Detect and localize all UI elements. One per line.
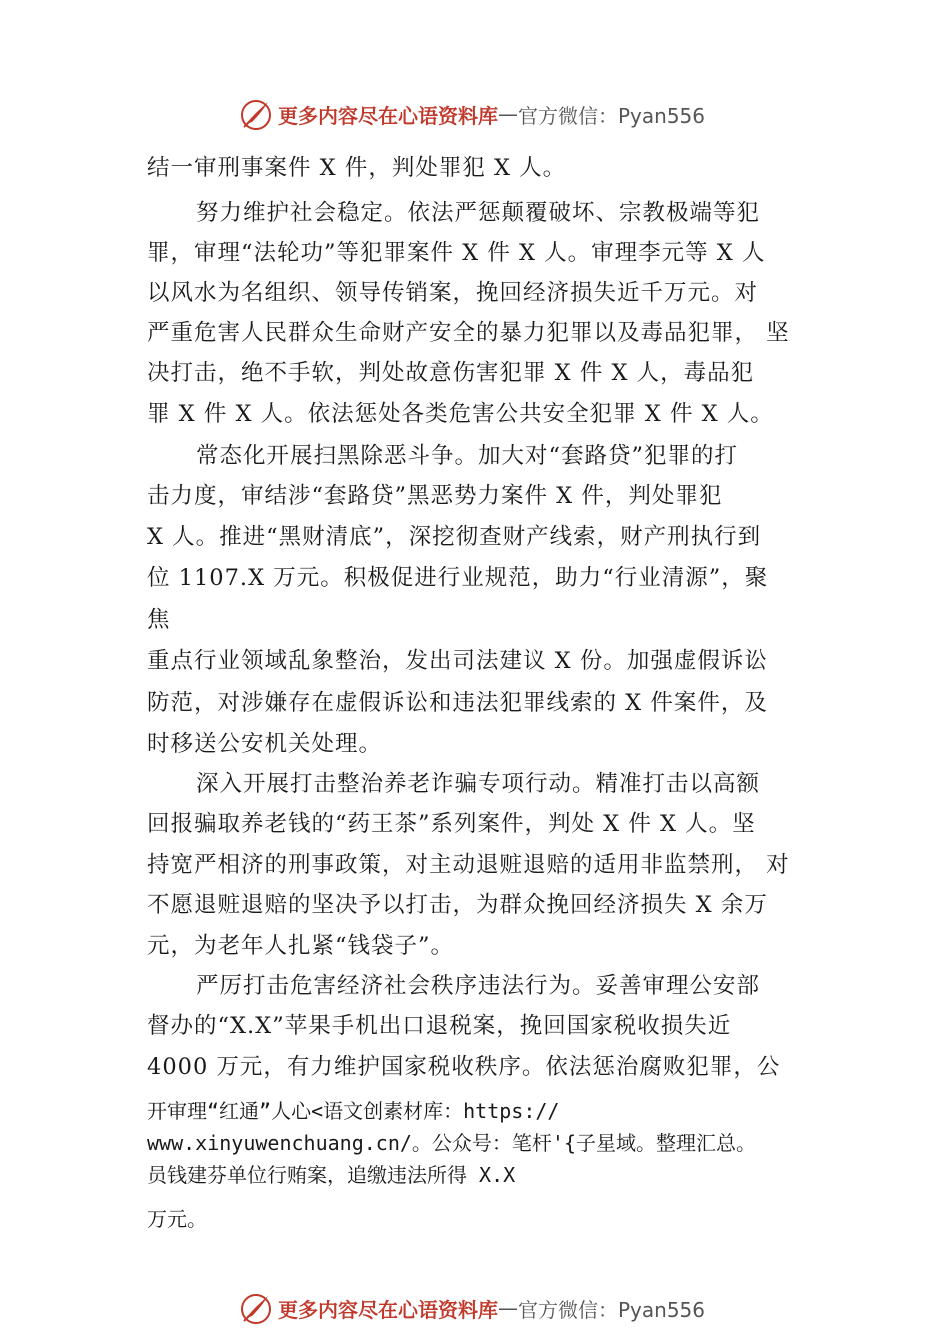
body-line: 深入开展打击整治养老诈骗专项行动。精准打击以高额 (196, 771, 761, 797)
body-line: 决打击，绝不手软，判处故意伤害犯罪 X 件 X 人，毒品犯 (147, 360, 755, 386)
footer-banner (238, 1290, 758, 1326)
body-line: 重点行业领域乱象整治，发出司法建议 X 份。加强虚假诉讼 (147, 648, 768, 674)
body-line: 严重危害人民群众生命财产安全的暴力犯罪以及毒品犯罪， 坚 (147, 320, 790, 346)
header-wechat: 官方微信：Pyan556 (518, 103, 706, 128)
body-line: X 人。推进“黑财清底”，深挖彻查财产线索，财产刑执行到 (147, 524, 762, 550)
body-line: 督办的“X.X”苹果手机出口退税案，挽回国家税收损失近 (147, 1013, 732, 1039)
body-line: 元，为老年人扎紧“钱袋子”。 (147, 933, 455, 959)
watermark-line: www.xinyuwenchuang.cn/。公众号：笔杆'{子星域。整理汇总。 (147, 1131, 756, 1155)
body-line: 时移送公安机关处理。 (147, 731, 383, 757)
body-line: 努力维护社会稳定。依法严惩颠覆破坏、宗教极端等犯 (196, 200, 761, 226)
body-line: 4000 万元，有力维护国家税收秩序。依法惩治腐败犯罪，公 (147, 1054, 781, 1080)
quill-logo-icon (238, 96, 274, 132)
body-line: 结一审刑事案件 X 件，判处罪犯 X 人。 (147, 155, 567, 181)
body-line: 以风水为名组织、领导传销案，挽回经济损失近千万元。对 (147, 280, 759, 306)
body-line: 常态化开展扫黑除恶斗争。加大对“套路贷”犯罪的打 (196, 443, 739, 469)
body-line: 严厉打击危害经济社会秩序违法行为。妥善审理公安部 (196, 973, 761, 999)
body-line: 防范，对涉嫌存在虚假诉讼和违法犯罪线索的 X 件案件，及 (147, 690, 768, 716)
body-line: 持宽严相济的刑事政策，对主动退赃退赔的适用非监禁刑， 对 (147, 852, 790, 878)
header-dash: — (498, 102, 518, 126)
body-line: 不愿退赃退赔的坚决予以打击，为群众挽回经济损失 X 余万 (147, 892, 768, 918)
body-line: 回报骗取养老钱的“药王茶”系列案件，判处 X 件 X 人。坚 (147, 811, 756, 837)
body-line: 焦 (147, 607, 171, 633)
footer-wechat: 官方微信：Pyan556 (518, 1297, 706, 1322)
footer-slogan: 更多内容尽在心语资料库 (278, 1297, 498, 1322)
body-line: 员钱建芬单位行贿案，追缴违法所得 X.X (147, 1163, 516, 1187)
body-line: 击力度，审结涉“套路贷”黑恶势力案件 X 件，判处罪犯 (147, 483, 723, 509)
body-line: 万元。 (147, 1207, 207, 1231)
header-slogan: 更多内容尽在心语资料库 (278, 103, 498, 128)
quill-logo-icon (238, 1290, 274, 1326)
body-line: 罪，审理“法轮功”等犯罪案件 X 件 X 人。审理李元等 X 人 (147, 240, 766, 266)
body-line: 罪 X 件 X 人。依法惩处各类危害公共安全犯罪 X 件 X 人。 (147, 401, 774, 427)
body-line: 位 1107.X 万元。积极促进行业规范，助力“行业清源”，聚 (147, 565, 769, 591)
header-banner (238, 96, 758, 132)
watermark-line: 开审理“红通”人心<语文创素材库：https:// (147, 1099, 560, 1123)
footer-dash: — (498, 1296, 518, 1320)
